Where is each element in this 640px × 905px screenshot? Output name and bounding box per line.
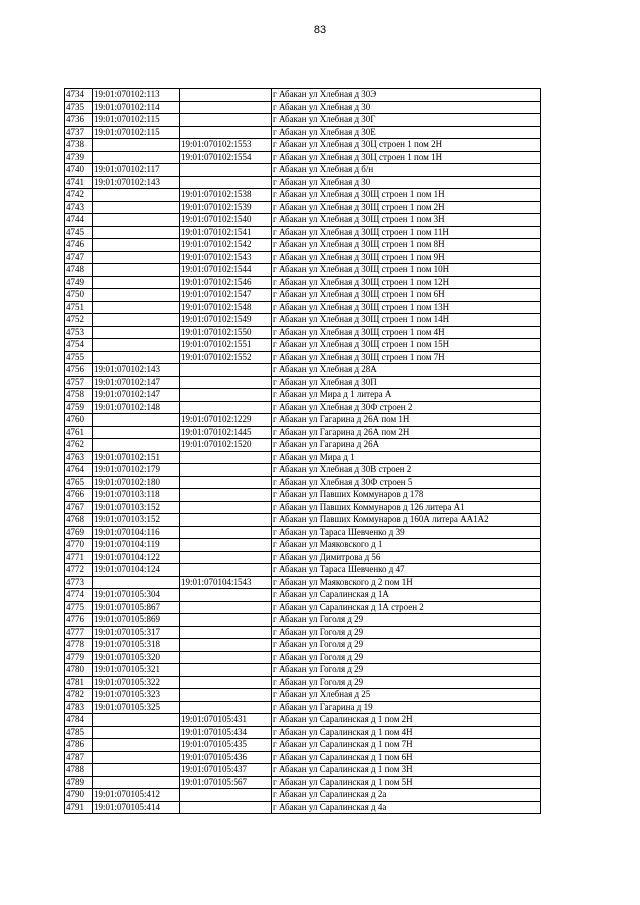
cadastral-number-cell [180,601,272,614]
parent-cadastral-cell: 19:01:070102:143 [93,176,180,189]
table-row [65,364,541,377]
address-cell: г Абакан ул Хлебная д 30Щ строен 1 пом 1Н [272,189,541,202]
cadastral-number-cell [180,639,272,652]
table-row [65,614,541,627]
cadastral-number-cell: 19:01:070102:1549 [180,314,272,327]
row-number-cell: 4772 [65,564,93,577]
table-row [65,676,541,689]
parent-cadastral-cell: 19:01:070102:143 [93,364,180,377]
parent-cadastral-cell [93,301,180,314]
table-row [65,139,541,152]
cadastral-number-cell [180,489,272,502]
table-row [65,201,541,214]
row-number-cell: 4785 [65,726,93,739]
row-number-cell: 4742 [65,189,93,202]
row-number-cell: 4769 [65,526,93,539]
cadastral-number-cell [180,514,272,527]
cadastral-number-cell [180,539,272,552]
address-cell: г Абакан ул Хлебная д 30Э [272,89,541,102]
parent-cadastral-cell [93,226,180,239]
table-row [65,114,541,127]
row-number-cell: 4756 [65,364,93,377]
row-number-cell: 4774 [65,589,93,602]
address-cell: г Абакан ул Гагарина д 19 [272,701,541,714]
parent-cadastral-cell: 19:01:070102:114 [93,101,180,114]
row-number-cell: 4791 [65,801,93,814]
address-cell: г Абакан ул Хлебная д 30Щ строен 1 пом 4Н [272,326,541,339]
parent-cadastral-cell: 19:01:070105:869 [93,614,180,627]
address-cell: г Абакан ул Хлебная д 30Щ строен 1 пом 14Н [272,314,541,327]
parent-cadastral-cell [93,239,180,252]
table-row [65,589,541,602]
address-cell: г Абакан ул Гоголя д 29 [272,626,541,639]
row-number-cell: 4744 [65,214,93,227]
parent-cadastral-cell: 19:01:070105:321 [93,664,180,677]
parent-cadastral-cell [93,764,180,777]
address-cell: г Абакан ул Хлебная д 30Щ строен 1 пом 15Н [272,339,541,352]
table-row [65,489,541,502]
cadastral-number-cell: 19:01:070102:1547 [180,289,272,302]
cadastral-number-cell [180,364,272,377]
parent-cadastral-cell: 19:01:070102:179 [93,464,180,477]
cadastral-number-cell [180,651,272,664]
cadastral-number-cell: 19:01:070102:1445 [180,426,272,439]
parent-cadastral-cell [93,414,180,427]
cadastral-number-cell [180,176,272,189]
address-cell: г Абакан ул Хлебная д 30Щ строен 1 пом 13Н [272,301,541,314]
cadastral-number-cell [180,89,272,102]
table-row [65,501,541,514]
address-cell: г Абакан ул Хлебная д 30Щ строен 1 пом 8Н [272,239,541,252]
cadastral-number-cell: 19:01:070102:1229 [180,414,272,427]
parent-cadastral-cell [93,739,180,752]
address-cell: г Абакан ул Хлебная д 30Е [272,126,541,139]
cadastral-number-cell [180,551,272,564]
table-row [65,314,541,327]
table-row [65,714,541,727]
row-number-cell: 4777 [65,626,93,639]
parent-cadastral-cell: 19:01:070102:117 [93,164,180,177]
address-cell: г Абакан ул Тараса Шевченко д 47 [272,564,541,577]
address-cell: г Абакан ул Саралинская д 1 пом 2Н [272,714,541,727]
address-cell: г Абакан ул Хлебная д 30Щ строен 1 пом 6Н [272,289,541,302]
address-cell: г Абакан ул Мира д 1 литера А [272,389,541,402]
cadastral-number-cell [180,589,272,602]
table-row [65,514,541,527]
row-number-cell: 4770 [65,539,93,552]
address-cell: г Абакан ул Хлебная д 28А [272,364,541,377]
cadastral-number-cell: 19:01:070102:1542 [180,239,272,252]
table-row [65,539,541,552]
table-row [65,351,541,364]
cadastral-number-cell: 19:01:070102:1550 [180,326,272,339]
cadastral-number-cell: 19:01:070104:1543 [180,576,272,589]
table-row [65,226,541,239]
address-cell: г Абакан ул Хлебная д 30Щ строен 1 пом 12Н [272,276,541,289]
parent-cadastral-cell: 19:01:070102:115 [93,126,180,139]
parent-cadastral-cell: 19:01:070105:867 [93,601,180,614]
address-cell: г Абакан ул Хлебная д 30Щ строен 1 пом 10Н [272,264,541,277]
table-row [65,426,541,439]
cadastral-number-cell [180,664,272,677]
row-number-cell: 4747 [65,251,93,264]
row-number-cell: 4765 [65,476,93,489]
cadastral-number-cell [180,626,272,639]
table-row [65,451,541,464]
table-row [65,664,541,677]
row-number-cell: 4734 [65,89,93,102]
address-cell: г Абакан ул Хлебная д 30Ц строен 1 пом 1Н [272,151,541,164]
table-row [65,189,541,202]
row-number-cell: 4776 [65,614,93,627]
parent-cadastral-cell: 19:01:070102:147 [93,376,180,389]
address-cell: г Абакан ул Хлебная д 30 [272,176,541,189]
address-cell: г Абакан ул Гагарина д 26А [272,439,541,452]
table-row [65,551,541,564]
cadastral-number-cell [180,676,272,689]
table-row [65,601,541,614]
parent-cadastral-cell [93,726,180,739]
table-row [65,276,541,289]
parent-cadastral-cell [93,314,180,327]
table-row [65,264,541,277]
row-number-cell: 4768 [65,514,93,527]
parent-cadastral-cell: 19:01:070104:122 [93,551,180,564]
address-cell: г Абакан ул Хлебная д 25 [272,689,541,702]
table-row [65,176,541,189]
row-number-cell: 4766 [65,489,93,502]
row-number-cell: 4779 [65,651,93,664]
parent-cadastral-cell: 19:01:070102:113 [93,89,180,102]
table-row [65,389,541,402]
parent-cadastral-cell [93,276,180,289]
cadastral-number-cell: 19:01:070102:1548 [180,301,272,314]
cadastral-number-cell: 19:01:070105:567 [180,776,272,789]
table-row [65,151,541,164]
table-row [65,301,541,314]
parent-cadastral-cell: 19:01:070105:323 [93,689,180,702]
table-row [65,576,541,589]
parent-cadastral-cell [93,214,180,227]
page-number: 83 [313,24,327,36]
cadastral-number-cell: 19:01:070102:1520 [180,439,272,452]
parent-cadastral-cell: 19:01:070105:320 [93,651,180,664]
address-cell: г Абакан ул Гоголя д 29 [272,614,541,627]
parent-cadastral-cell: 19:01:070102:180 [93,476,180,489]
row-number-cell: 4762 [65,439,93,452]
cadastral-number-cell [180,376,272,389]
row-number-cell: 4752 [65,314,93,327]
table-row [65,464,541,477]
table-row [65,789,541,802]
cadastral-number-cell [180,476,272,489]
row-number-cell: 4736 [65,114,93,127]
cadastral-number-cell [180,101,272,114]
parent-cadastral-cell: 19:01:070103:152 [93,501,180,514]
address-cell: г Абакан ул Саралинская д 1А строен 2 [272,601,541,614]
row-number-cell: 4735 [65,101,93,114]
row-number-cell: 4771 [65,551,93,564]
table-row [65,376,541,389]
row-number-cell: 4787 [65,751,93,764]
address-cell: г Абакан ул Саралинская д 1 пом 3Н [272,764,541,777]
table-row [65,651,541,664]
cadastral-number-cell: 19:01:070105:435 [180,739,272,752]
cadastral-number-cell: 19:01:070102:1543 [180,251,272,264]
cadastral-number-cell [180,164,272,177]
row-number-cell: 4783 [65,701,93,714]
row-number-cell: 4764 [65,464,93,477]
parent-cadastral-cell: 19:01:070102:115 [93,114,180,127]
cadastral-number-cell: 19:01:070102:1554 [180,151,272,164]
address-cell: г Абакан ул Саралинская д 1А [272,589,541,602]
row-number-cell: 4778 [65,639,93,652]
table-row [65,164,541,177]
parent-cadastral-cell [93,326,180,339]
row-number-cell: 4746 [65,239,93,252]
row-number-cell: 4754 [65,339,93,352]
row-number-cell: 4758 [65,389,93,402]
row-number-cell: 4767 [65,501,93,514]
address-cell: г Абакан ул Хлебная д б/н [272,164,541,177]
table-row [65,751,541,764]
address-cell: г Абакан ул Саралинская д 2а [272,789,541,802]
cadastral-number-cell [180,464,272,477]
row-number-cell: 4781 [65,676,93,689]
cadastral-number-cell: 19:01:070102:1544 [180,264,272,277]
cadastral-number-cell: 19:01:070102:1541 [180,226,272,239]
table-row [65,326,541,339]
address-cell: г Абакан ул Саралинская д 1 пом 6Н [272,751,541,764]
cadastral-number-cell: 19:01:070102:1539 [180,201,272,214]
cadastral-number-cell [180,114,272,127]
cadastral-number-cell [180,701,272,714]
cadastral-number-cell [180,526,272,539]
row-number-cell: 4757 [65,376,93,389]
row-number-cell: 4784 [65,714,93,727]
parent-cadastral-cell [93,439,180,452]
parent-cadastral-cell [93,251,180,264]
cadastral-number-cell [180,501,272,514]
cadastral-number-cell [180,789,272,802]
parent-cadastral-cell: 19:01:070103:152 [93,514,180,527]
address-cell: г Абакан ул Саралинская д 1 пом 7Н [272,739,541,752]
address-cell: г Абакан ул Мира д 1 [272,451,541,464]
cadastral-number-cell: 19:01:070102:1551 [180,339,272,352]
address-cell: г Абакан ул Хлебная д 30Щ строен 1 пом 3Н [272,214,541,227]
table-row [65,214,541,227]
parent-cadastral-cell [93,576,180,589]
row-number-cell: 4782 [65,689,93,702]
cadastral-number-cell [180,389,272,402]
row-number-cell: 4749 [65,276,93,289]
table-row [65,726,541,739]
address-cell: г Абакан ул Хлебная д 30Г [272,114,541,127]
row-number-cell: 4780 [65,664,93,677]
address-cell: г Абакан ул Павших Коммунаров д 126 литера А1 [272,501,541,514]
address-cell: г Абакан ул Хлебная д 30 [272,101,541,114]
table-row [65,701,541,714]
address-cell: г Абакан ул Маяковского д 1 [272,539,541,552]
table-row [65,564,541,577]
parent-cadastral-cell: 19:01:070105:318 [93,639,180,652]
parent-cadastral-cell: 19:01:070105:412 [93,789,180,802]
address-cell: г Абакан ул Тараса Шевченко д 39 [272,526,541,539]
cadastral-number-cell: 19:01:070102:1553 [180,139,272,152]
row-number-cell: 4789 [65,776,93,789]
cadastral-number-cell: 19:01:070102:1546 [180,276,272,289]
registry-table-body [65,89,541,814]
parent-cadastral-cell [93,339,180,352]
registry-table [64,88,541,814]
parent-cadastral-cell [93,426,180,439]
table-row [65,289,541,302]
row-number-cell: 4745 [65,226,93,239]
parent-cadastral-cell [93,714,180,727]
cadastral-number-cell [180,564,272,577]
address-cell: г Абакан ул Хлебная д 30Щ строен 1 пом 9Н [272,251,541,264]
row-number-cell: 4753 [65,326,93,339]
parent-cadastral-cell: 19:01:070102:148 [93,401,180,414]
table-row [65,764,541,777]
row-number-cell: 4738 [65,139,93,152]
cadastral-number-cell [180,401,272,414]
row-number-cell: 4788 [65,764,93,777]
address-cell: г Абакан ул Гоголя д 29 [272,639,541,652]
parent-cadastral-cell: 19:01:070105:317 [93,626,180,639]
cadastral-number-cell: 19:01:070102:1540 [180,214,272,227]
row-number-cell: 4740 [65,164,93,177]
address-cell: г Абакан ул Хлебная д 30В строен 2 [272,464,541,477]
cadastral-number-cell [180,451,272,464]
table-row [65,339,541,352]
cadastral-number-cell: 19:01:070105:437 [180,764,272,777]
parent-cadastral-cell [93,139,180,152]
parent-cadastral-cell: 19:01:070104:119 [93,539,180,552]
table-row [65,801,541,814]
cadastral-number-cell [180,689,272,702]
parent-cadastral-cell: 19:01:070102:151 [93,451,180,464]
parent-cadastral-cell [93,189,180,202]
cadastral-number-cell: 19:01:070102:1552 [180,351,272,364]
table-row [65,626,541,639]
row-number-cell: 4739 [65,151,93,164]
row-number-cell: 4763 [65,451,93,464]
table-row [65,439,541,452]
address-cell: г Абакан ул Саралинская д 1 пом 5Н [272,776,541,789]
cadastral-number-cell: 19:01:070105:434 [180,726,272,739]
parent-cadastral-cell: 19:01:070103:118 [93,489,180,502]
row-number-cell: 4759 [65,401,93,414]
row-number-cell: 4741 [65,176,93,189]
address-cell: г Абакан ул Димитрова д 56 [272,551,541,564]
row-number-cell: 4790 [65,789,93,802]
cadastral-number-cell: 19:01:070102:1538 [180,189,272,202]
address-cell: г Абакан ул Хлебная д 30Ф строен 5 [272,476,541,489]
row-number-cell: 4761 [65,426,93,439]
parent-cadastral-cell [93,289,180,302]
row-number-cell: 4751 [65,301,93,314]
row-number-cell: 4743 [65,201,93,214]
row-number-cell: 4786 [65,739,93,752]
cadastral-number-cell [180,126,272,139]
parent-cadastral-cell: 19:01:070102:147 [93,389,180,402]
row-number-cell: 4737 [65,126,93,139]
parent-cadastral-cell [93,264,180,277]
cadastral-number-cell [180,614,272,627]
table-row [65,101,541,114]
row-number-cell: 4760 [65,414,93,427]
parent-cadastral-cell: 19:01:070105:414 [93,801,180,814]
address-cell: г Абакан ул Хлебная д 30П [272,376,541,389]
table-row [65,401,541,414]
cadastral-number-cell: 19:01:070105:436 [180,751,272,764]
address-cell: г Абакан ул Саралинская д 4а [272,801,541,814]
row-number-cell: 4773 [65,576,93,589]
parent-cadastral-cell [93,201,180,214]
parent-cadastral-cell: 19:01:070104:116 [93,526,180,539]
parent-cadastral-cell: 19:01:070105:322 [93,676,180,689]
address-cell: г Абакан ул Саралинская д 1 пом 4Н [272,726,541,739]
address-cell: г Абакан ул Гагарина д 26А пом 1Н [272,414,541,427]
parent-cadastral-cell [93,776,180,789]
parent-cadastral-cell: 19:01:070104:124 [93,564,180,577]
parent-cadastral-cell: 19:01:070105:304 [93,589,180,602]
table-row [65,89,541,102]
row-number-cell: 4755 [65,351,93,364]
cadastral-number-cell: 19:01:070105:431 [180,714,272,727]
address-cell: г Абакан ул Павших Коммунаров д 178 [272,489,541,502]
parent-cadastral-cell: 19:01:070105:325 [93,701,180,714]
table-row [65,239,541,252]
address-cell: г Абакан ул Хлебная д 30Ф строен 2 [272,401,541,414]
table-row [65,739,541,752]
address-cell: г Абакан ул Хлебная д 30Щ строен 1 пом 2Н [272,201,541,214]
table-row [65,776,541,789]
table-row [65,126,541,139]
address-cell: г Абакан ул Хлебная д 30Ц строен 1 пом 2Н [272,139,541,152]
parent-cadastral-cell [93,751,180,764]
row-number-cell: 4748 [65,264,93,277]
parent-cadastral-cell [93,151,180,164]
address-cell: г Абакан ул Гагарина д 26А пом 2Н [272,426,541,439]
cadastral-number-cell [180,801,272,814]
address-cell: г Абакан ул Маяковского д 2 пом 1Н [272,576,541,589]
address-cell: г Абакан ул Гоголя д 29 [272,676,541,689]
table-row [65,476,541,489]
table-row [65,526,541,539]
table-row [65,251,541,264]
address-cell: г Абакан ул Гоголя д 29 [272,651,541,664]
address-cell: г Абакан ул Хлебная д 30Щ строен 1 пом 7Н [272,351,541,364]
address-cell: г Абакан ул Гоголя д 29 [272,664,541,677]
table-row [65,639,541,652]
table-row [65,414,541,427]
row-number-cell: 4750 [65,289,93,302]
table-row [65,689,541,702]
row-number-cell: 4775 [65,601,93,614]
address-cell: г Абакан ул Павших Коммунаров д 160А литера АА1А2 [272,514,541,527]
parent-cadastral-cell [93,351,180,364]
address-cell: г Абакан ул Хлебная д 30Щ строен 1 пом 11Н [272,226,541,239]
